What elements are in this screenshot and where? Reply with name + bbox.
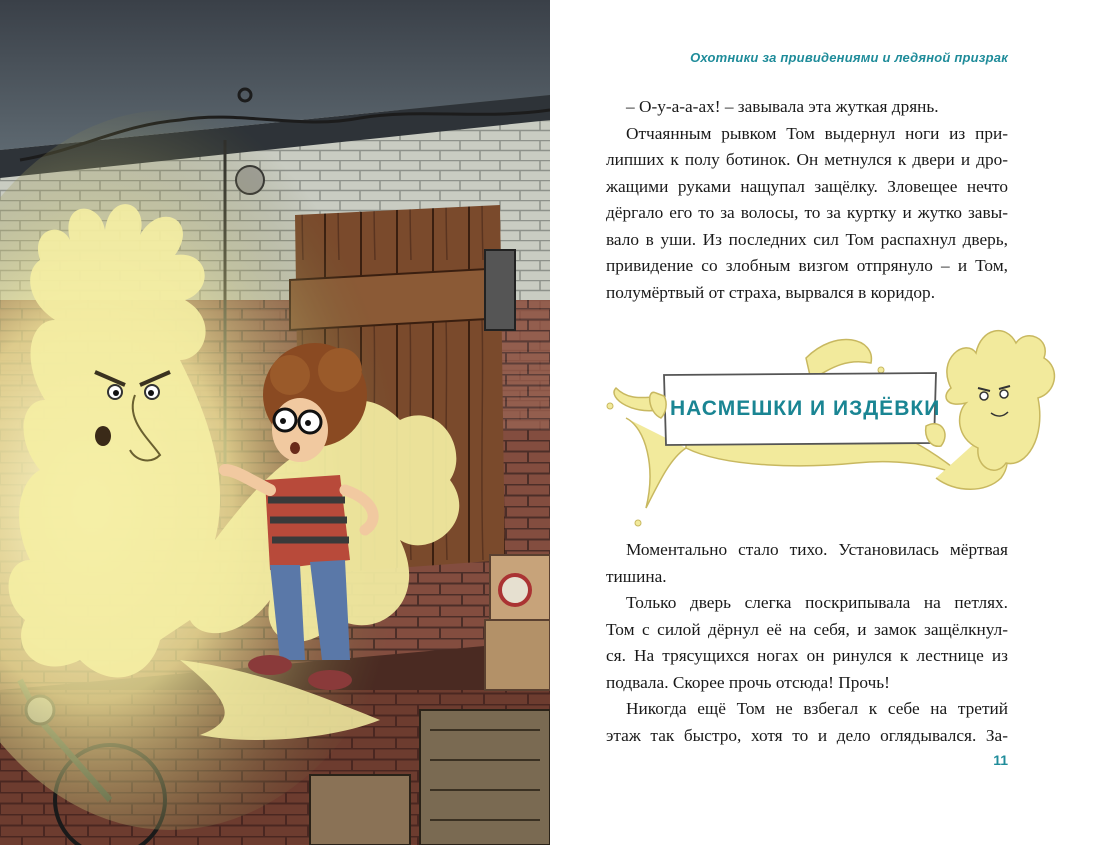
text-line: Только дверь слегка поскрипывала на петлях. — [626, 593, 1008, 612]
text-line: подвала. Скорее прочь отсюда! Прочь! — [606, 672, 890, 692]
text-line: дёргало его то за волосы, то за куртку и жутко завы- — [606, 203, 1008, 222]
text-line: привидение со злобным визгом отпрянуло – и Том, — [606, 256, 1008, 275]
text-line: Том с силой дёрнул её на себя, и замок защёлкнул- — [606, 619, 1008, 639]
text-line: Никогда ещё Том не взбегал к себе на третий — [626, 699, 1008, 718]
text-block-bottom — [606, 537, 1008, 749]
text-block-top — [606, 94, 1008, 306]
text-line: тишина. — [606, 566, 667, 586]
text-line: полумёртвый от страха, вырвался в коридор. — [606, 282, 936, 302]
text-line: ся. На трясущихся ногах он ринулся к лестнице из — [606, 646, 1008, 665]
running-head: Охотники за привидениями и ледяной призрак — [690, 50, 1008, 65]
text-line: Моментально стало тихо. Установилась мёртвая — [626, 540, 1008, 559]
text-line: Отчаянным рывком Том выдернул ноги из при- — [626, 123, 1008, 143]
page-number: 11 — [993, 752, 1008, 768]
text-line: этаж так быстро, хотя то и дело оглядывался. За- — [606, 725, 1008, 745]
text-page — [550, 0, 1100, 845]
text-line: липших к полу ботинок. Он метнулся к двери и дро- — [606, 150, 1008, 169]
chapter-banner-ghost — [606, 318, 1056, 533]
chapter-title: НАСМЕШКИ И ИЗДЁВКИ — [670, 397, 941, 420]
text-line: жащими руками нащупал защёлку. Зловещее нечто — [606, 176, 1008, 196]
text-line: – О-у-а-а-ах! – завывала эта жуткая дрянь. — [626, 97, 939, 116]
text-line: вало в уши. Из последних сил Том распахнул дверь, — [606, 229, 1008, 249]
